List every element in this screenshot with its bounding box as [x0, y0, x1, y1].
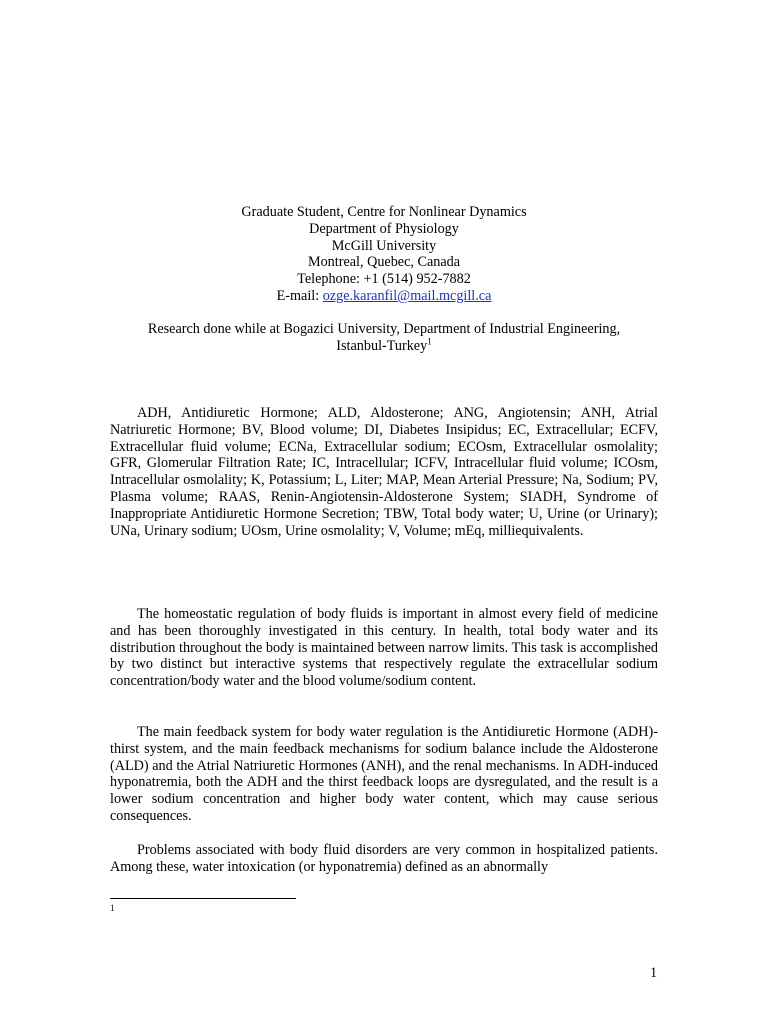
research-note-line1: Research done while at Bogazici University, Department of Industrial Engineering,: [147, 321, 621, 337]
author-affiliation-block: [110, 204, 658, 305]
footnote-divider: [110, 898, 296, 899]
research-note: [110, 321, 658, 355]
email-line: [110, 288, 658, 305]
department-line: Department of Physiology: [309, 220, 459, 237]
page-number: 1: [650, 965, 658, 981]
research-location: Istanbul-Turkey: [336, 337, 428, 354]
body-paragraph-1: The homeostatic regulation of body fluids is important in almost every field of medicine and has been thoroughly investigated in this century. In health, total body water and its distribution throughout the body is maintained between narrow limits. This task is accomplished by two distinct but interactive systems that respectively regulate the extracellular sodium concentration/body water and the blood volume/sodium content.: [110, 606, 658, 690]
research-note-line2: [110, 338, 658, 355]
email-link[interactable]: ozge.karanfil@mail.mcgill.ca: [322, 287, 492, 304]
affiliation-line: Graduate Student, Centre for Nonlinear Dynamics: [241, 204, 527, 220]
location-line: Montreal, Quebec, Canada: [307, 254, 461, 271]
body-paragraph-2: The main feedback system for body water regulation is the Antidiuretic Hormone (ADH)-thirst system, and the main feedback mechanisms for sodium balance include the Aldosterone (ALD) and the Atrial Natriuretic Hormones (ANH), and the renal mechanisms. In ADH-induced hyponatremia, both the ADH and the thirst feedback loops are dysregulated, and the result is a lower sodium concentration and higher body water content, which may cause serious consequences.: [110, 724, 658, 824]
university-line: McGill University: [331, 237, 437, 254]
footnote-number: 1: [110, 903, 115, 913]
footnote-marker[interactable]: 1: [427, 336, 432, 347]
telephone-line: Telephone: +1 (514) 952-7882: [297, 271, 471, 288]
abbreviations-paragraph: ADH, Antidiuretic Hormone; ALD, Aldosterone; ANG, Angiotensin; ANH, Atrial Natriuretic Hormone; BV, Blood volume; DI, Diabetes Insipidus; EC, Extracellular; ECFV, Extracellular fluid volume; ECNa, Extracellular sodium; ECOsm, Extracellular osmolality; GFR, Glomerular Filtration Rate; IC, Intracellular; ICFV, Intracellular fluid volume; ICOsm, Intracellular osmolality; K, Potassium; L, Liter; MAP, Mean Arterial Pressure; Na, Sodium; PV, Plasma volume; RAAS, Renin-Angiotensin-Aldosterone System; SIADH, Syndrome of Inappropriate Antidiuretic Hormone Secretion; TBW, Total body water; U, Urine (or Urinary); UNa, Urinary sodium; UOsm, Urine osmolality; V, Volume; mEq, milliequivalents.: [110, 405, 658, 539]
email-label: E-mail:: [276, 287, 323, 304]
body-paragraph-3: Problems associated with body fluid disorders are very common in hospitalized patients. Among these, water intoxication (or hyponatremia) defined as an abnormally: [110, 842, 658, 875]
